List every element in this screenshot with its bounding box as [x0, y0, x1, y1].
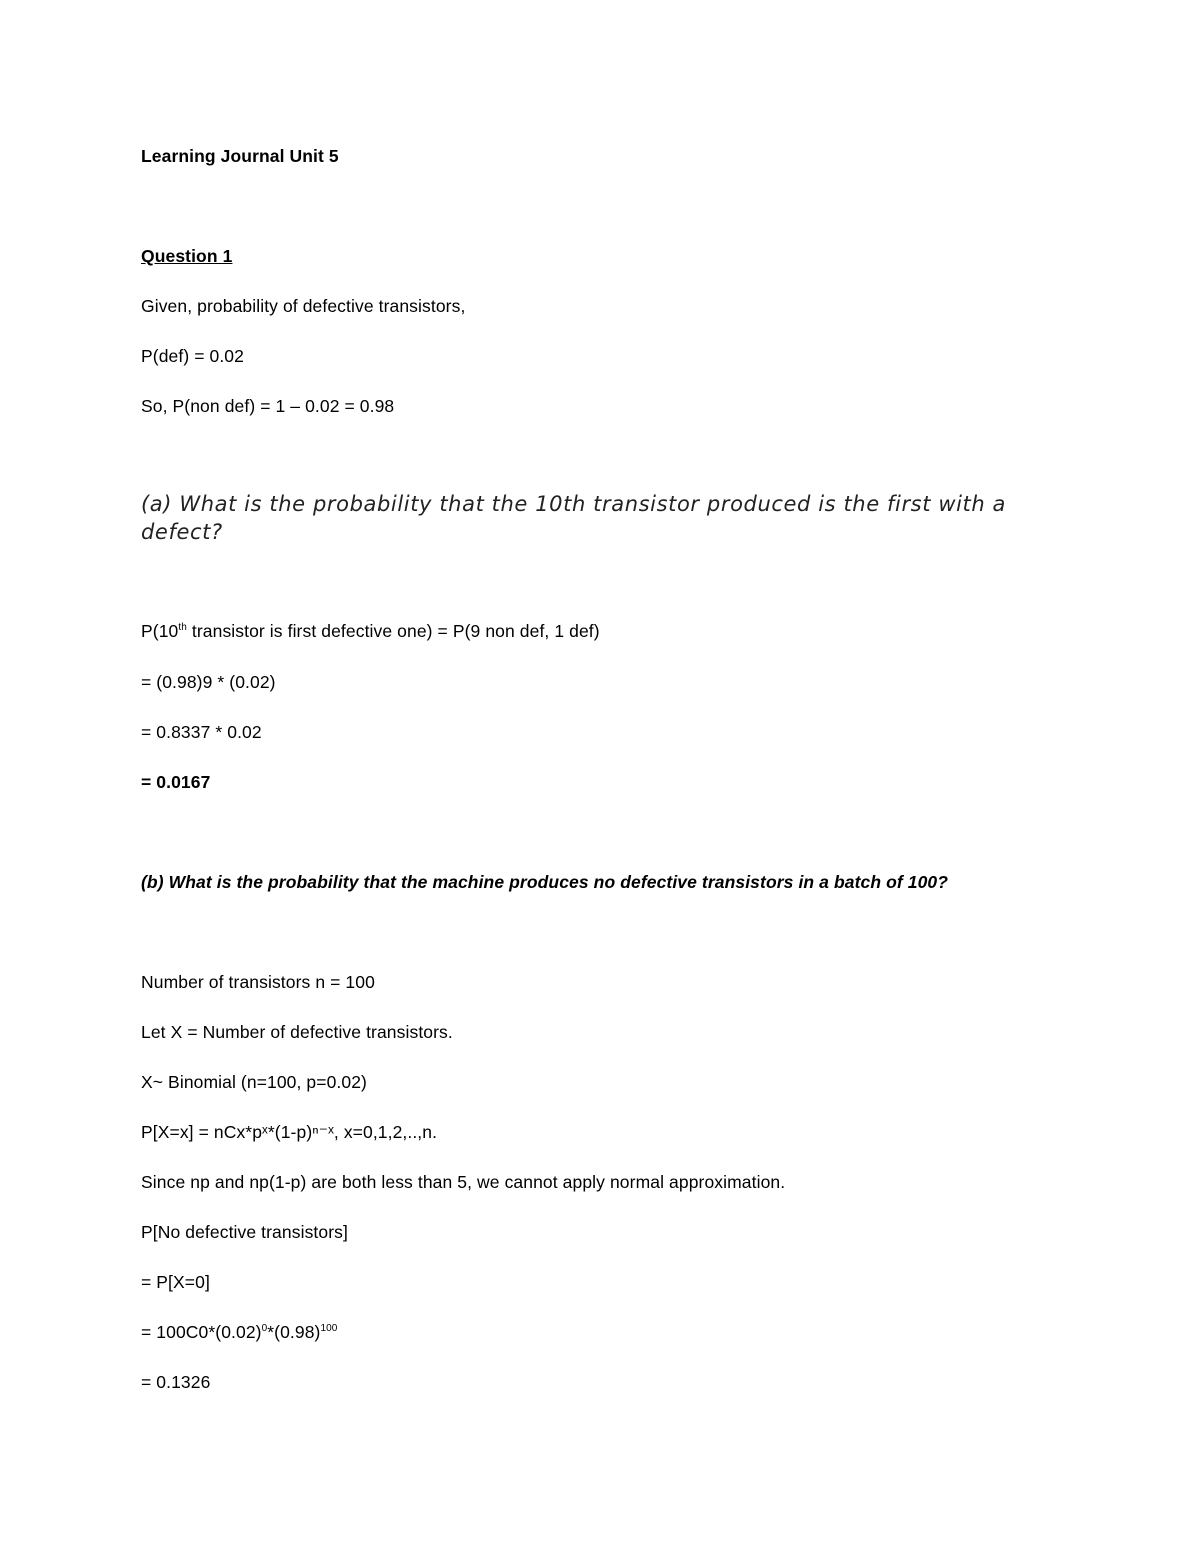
p-non-def-line: So, P(non def) = 1 – 0.02 = 0.98	[141, 396, 395, 416]
part-b-answer: = 0.1326	[141, 1372, 211, 1392]
part-b-p-none: P[No defective transistors]	[141, 1222, 348, 1242]
part-a-line-3: = 0.8337 * 0.02	[141, 722, 262, 742]
part-b-eq-2-prefix: = 100C0*(0.02)	[141, 1322, 262, 1342]
p-def-line: P(def) = 0.02	[141, 346, 244, 366]
part-b-question: (b) What is the probability that the machine produces no defective transistors in a batch of 100?	[141, 872, 949, 892]
given-text: Given, probability of defective transistors,	[141, 296, 466, 316]
part-b-n-line: Number of transistors n = 100	[141, 972, 375, 992]
page-title: Learning Journal Unit 5	[141, 146, 339, 166]
part-a-line-1-suffix: transistor is first defective one) = P(9 non def, 1 def)	[186, 621, 600, 641]
part-a-line-1	[141, 620, 600, 642]
part-a-line-1-prefix: P(10	[141, 621, 179, 641]
part-b-binomial: X~ Binomial (n=100, p=0.02)	[141, 1072, 367, 1092]
part-b-note: Since np and np(1-p) are both less than 5, we cannot apply normal approximation.	[141, 1172, 786, 1192]
part-a-answer: = 0.0167	[141, 772, 211, 792]
part-b-let-x: Let X = Number of defective transistors.	[141, 1022, 453, 1042]
question-1-heading: Question 1	[141, 246, 233, 266]
part-b-eq-1: = P[X=0]	[141, 1272, 210, 1292]
part-b-eq-2	[141, 1321, 337, 1343]
part-a-line-2: = (0.98)9 * (0.02)	[141, 672, 276, 692]
part-b-eq-2-mid: *(0.98)	[267, 1322, 321, 1342]
part-a-line-1-sup: th	[178, 622, 187, 634]
part-a-question: (a) What is the probability that the 10th transistor produced is the first with a defect?	[141, 492, 1007, 544]
part-b-eq-2-sup-1: 0	[261, 1323, 268, 1335]
part-b-eq-2-sup-2: 100	[320, 1323, 338, 1335]
part-b-pmf: P[X=x] = nCx*pˣ*(1-p)ⁿ⁻ˣ, x=0,1,2,..,n.	[141, 1122, 438, 1142]
